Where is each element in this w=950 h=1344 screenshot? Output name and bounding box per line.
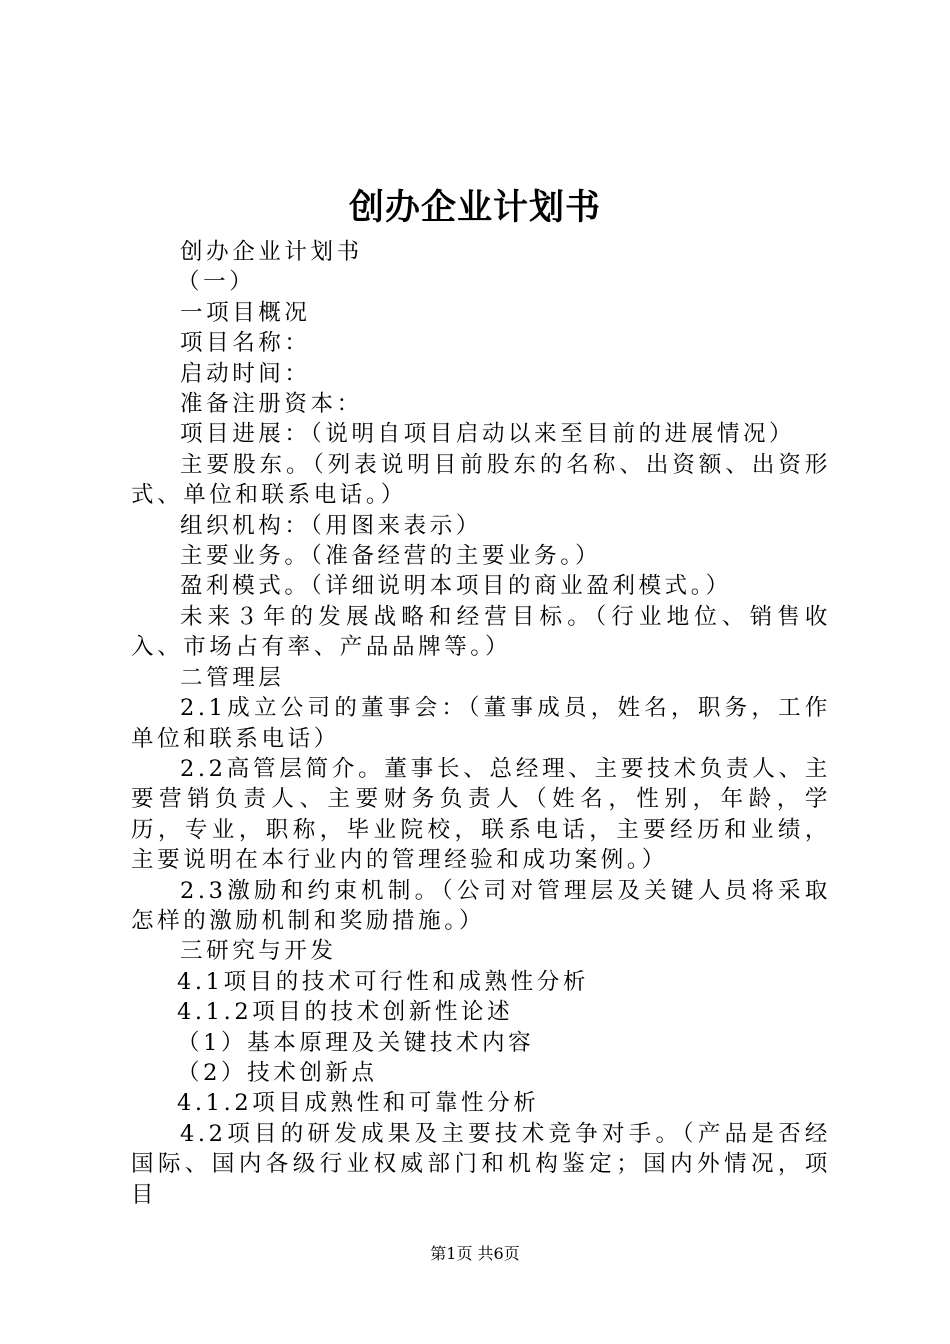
paragraph: 2.3激励和约束机制。（公司对管理层及关键人员将采取怎样的激励机制和奖励措施。） (131, 877, 831, 934)
paragraph: 项目进展：（说明自项目启动以来至目前的进展情况） (180, 421, 796, 448)
paragraph: 主要业务。（准备经营的主要业务。） (180, 543, 602, 570)
paragraph: 创办企业计划书 (180, 239, 363, 265)
paragraph: 盈利模式。（详细说明本项目的商业盈利模式。） (180, 573, 732, 600)
document-title: 创办企业计划书 (348, 187, 601, 228)
paragraph: （1）基本原理及关键技术内容 (177, 1029, 535, 1056)
paragraph: 准备注册资本： (180, 391, 363, 418)
page-footer: 第1页 共6页 (430, 1244, 520, 1263)
section-heading: 三研究与开发 (180, 938, 337, 965)
paragraph: 4.1.2项目成熟性和可靠性分析 (177, 1090, 540, 1117)
paragraph: 项目名称： (180, 330, 311, 357)
paragraph: （一） (177, 269, 256, 296)
paragraph: 4.1.2项目的技术创新性论述 (177, 999, 514, 1026)
section-heading: 二管理层 (180, 664, 285, 691)
paragraph: 组织机构：（用图来表示） (180, 512, 482, 539)
paragraph: 未来３年的发展战略和经营目标。（行业地位、销售收入、市场占有率、产品品牌等。） (131, 603, 831, 661)
paragraph: （2）技术创新点 (177, 1059, 378, 1086)
paragraph: 4.2项目的研发成果及主要技术竞争对手。（产品是否经国际、国内各级行业权威部门和机构鉴定；国内外情况，项目 (131, 1120, 831, 1208)
paragraph: 4.1项目的技术可行性和成熟性分析 (177, 968, 589, 995)
paragraph: 启动时间： (180, 360, 311, 387)
paragraph: 主要股东。（列表说明目前股东的名称、出资额、出资形式、单位和联系电话。） (131, 451, 831, 509)
section-heading: 一项目概况 (180, 299, 311, 326)
paragraph: 2.1成立公司的董事会：（董事成员，姓名，职务，工作单位和联系电话） (131, 695, 831, 752)
document-body (131, 237, 831, 1210)
paragraph: 2.2高管层简介。董事长、总经理、主要技术负责人、主要营销负责人、主要财务负责人（姓名，性别，年龄，学历，专业，职称，毕业院校，联系电话，主要经历和业绩，主要说明在本行业内的管理经验和成功案例。） (131, 755, 831, 874)
